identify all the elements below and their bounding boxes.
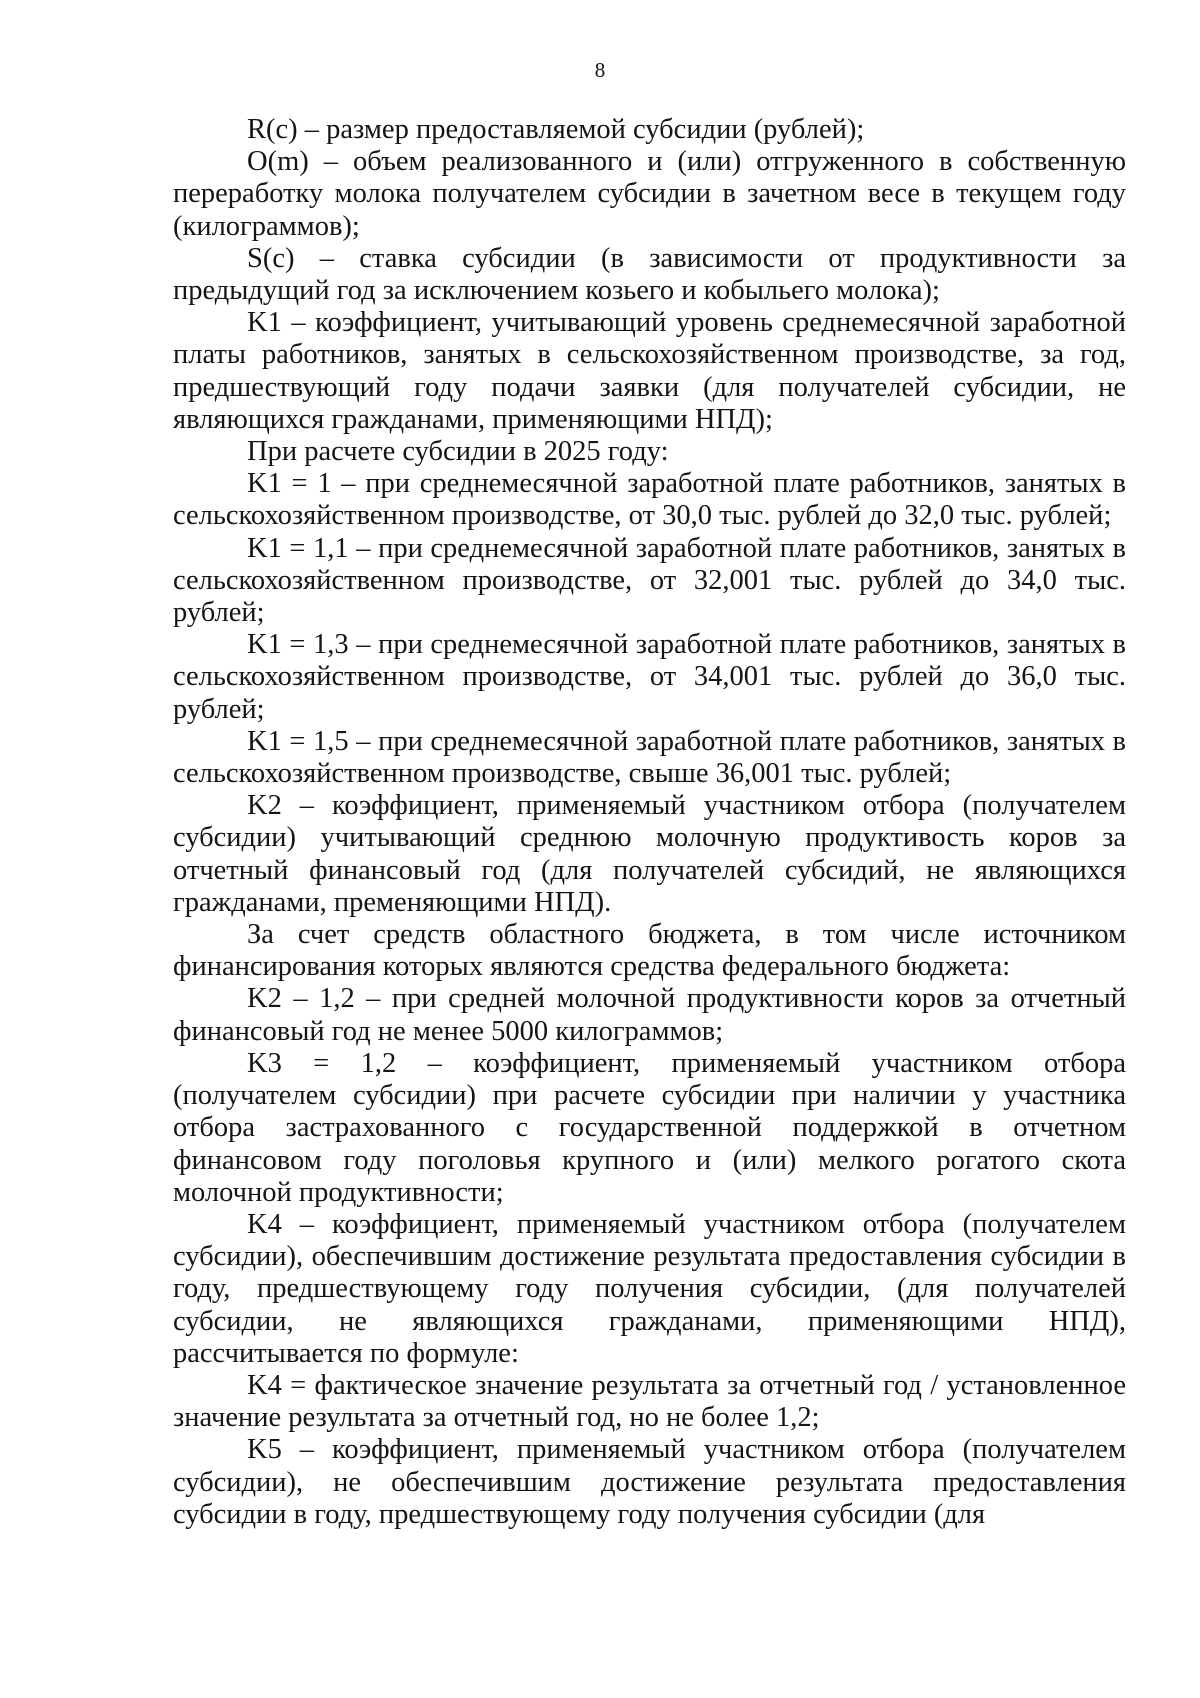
paragraph-om-definition: O(m) – объем реализованного и (или) отгруженного в собственную переработку молока получателем субсидии в зачетном весе в текущем году (килограммов); bbox=[173, 146, 1126, 242]
paragraph-k4-formula: K4 = фактическое значение результата за отчетный год / установленное значение результата за отчетный год, но не более 1,2; bbox=[173, 1369, 1126, 1434]
paragraph-k1-value-1-5: K1 = 1,5 – при среднемесячной заработной плате работников, занятых в сельскохозяйственном производстве, свыше 36,001 тыс. рублей; bbox=[173, 725, 1126, 790]
page-number: 8 bbox=[594, 58, 606, 82]
paragraph-rc-definition: R(c) – размер предоставляемой субсидии (рублей); bbox=[247, 114, 865, 145]
paragraph-k2-value: K2 – 1,2 – при средней молочной продуктивности коров за отчетный финансовый год не менее 5000 килограммов; bbox=[173, 983, 1126, 1047]
paragraph-k4-definition: K4 – коэффициент, применяемый участником отбора (получателем субсидии), обеспечившим достижение результата предоставления субсидии в году, предшествующему году получения субсидии, (для получателей субсидии, не являющихся гражданами, применяющими НПД), рассчитывается по формуле: bbox=[173, 1208, 1126, 1369]
paragraph-k1-value-1-3: K1 = 1,3 – при среднемесячной заработной плате работников, занятых в сельскохозяйственном производстве, от 34,001 тыс. рублей до 36,0 тыс. рублей; bbox=[173, 629, 1126, 725]
paragraph-sc-definition: S(c) – ставка субсидии (в зависимости от продуктивности за предыдущий год за исключением козьего и кобыльего молока); bbox=[173, 242, 1126, 307]
paragraph-k2-definition: K2 – коэффициент, применяемый участником отбора (получателем субсидии) учитывающий среднюю молочную продуктивость коров за отчетный финансовый год (для получателей субсидий, не являющихся гражданами, пременяющими НПД). bbox=[173, 790, 1126, 918]
paragraph-funding-source: За счет средств областного бюджета, в том числе источником финансирования которых являются средства федерального бюджета: bbox=[173, 919, 1126, 983]
paragraph-k1-value-1: K1 = 1 – при среднемесячной заработной плате работников, занятых в сельскохозяйственном производстве, от 30,0 тыс. рублей до 32,0 тыс. рублей; bbox=[173, 468, 1126, 532]
paragraph-2025-calculation: При расчете субсидии в 2025 году: bbox=[247, 436, 669, 468]
paragraph-k3-definition: K3 = 1,2 – коэффициент, применяемый участником отбора (получателем субсидии) при расчете субсидии при наличии у участника отбора застрахованного с государственной поддержкой в отчетном финансовом году поголовья крупного и (или) мелкого рогатого скота молочной продуктивности; bbox=[173, 1047, 1126, 1208]
paragraph-k5-definition: K5 – коэффициент, применяемый участником отбора (получателем субсидии), не обеспечившим достижение результата предоставления субсидии в году, предшествующему году получения субсидии (для bbox=[173, 1434, 1126, 1530]
paragraph-k1-value-1-1: K1 = 1,1 – при среднемесячной заработной плате работников, занятых в сельскохозяйственном производстве, от 32,001 тыс. рублей до 34,0 тыс. рублей; bbox=[173, 532, 1126, 629]
paragraph-k1-definition: K1 – коэффициент, учитывающий уровень среднемесячной заработной платы работников, занятых в сельскохозяйственном производстве, за год, предшествующий году подачи заявки (для получателей субсидии, не являющихся гражданами, применяющими НПД); bbox=[173, 307, 1126, 435]
document-body bbox=[173, 114, 1126, 1531]
